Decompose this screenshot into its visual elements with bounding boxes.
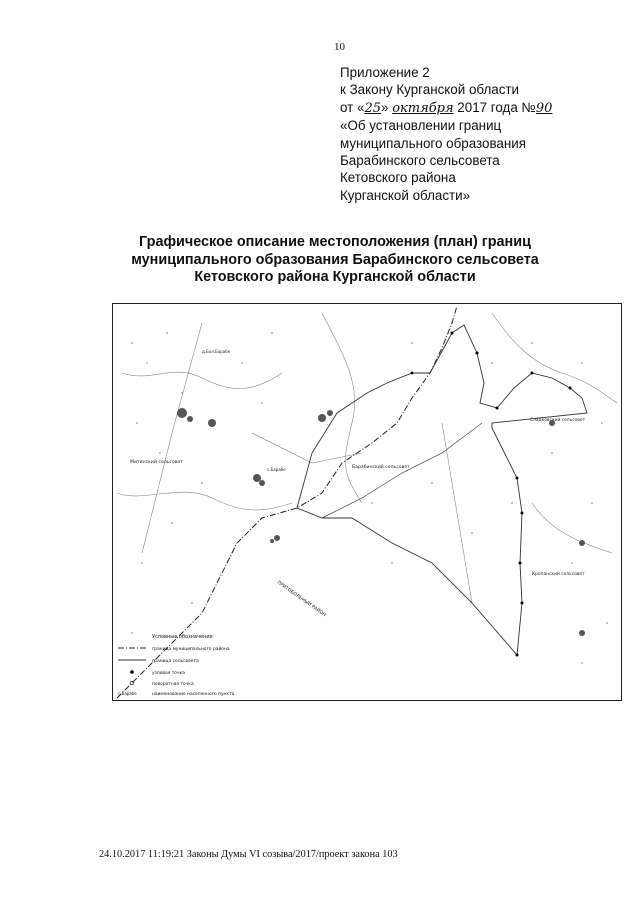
appendix-subject-1: «Об установлении границ bbox=[340, 118, 502, 134]
title-line-2: муниципального образования Барабинского сельсовета bbox=[131, 251, 539, 268]
legend-item-district: граница муниципального района bbox=[152, 647, 230, 652]
date-prefix: от « bbox=[340, 99, 365, 115]
appendix-subject-4: Кетовского района bbox=[340, 170, 456, 186]
legend-item-node: узловая точка bbox=[152, 671, 185, 676]
label-barabinsky: Барабинский сельсовет bbox=[352, 465, 410, 470]
appendix-subject-3: Барабинского сельсовета bbox=[340, 153, 500, 169]
legend-item-turn: поворотная точка bbox=[152, 682, 194, 687]
appendix-law-ref: к Закону Курганской области bbox=[340, 82, 520, 98]
title-line-3: Кетовского района Курганской области bbox=[194, 269, 476, 286]
handwritten-month: октября bbox=[392, 100, 454, 116]
appendix-header bbox=[340, 64, 630, 204]
legend-swatch-village: с.Барабе bbox=[118, 691, 137, 696]
label-district: ПРИТОБОЛЬНЫЙ РАЙОН bbox=[275, 580, 327, 619]
legend-swatch-node bbox=[130, 670, 134, 674]
legend-item-village: наименование населенного пункта bbox=[152, 692, 235, 697]
legend-title: Условные обозначения bbox=[152, 634, 213, 640]
appendix-title: Приложение 2 bbox=[340, 65, 430, 80]
appendix-date-line bbox=[340, 99, 630, 117]
label-east-council: Сладковский сельсовет bbox=[530, 418, 586, 423]
handwritten-number: 90 bbox=[535, 100, 553, 116]
page-number: 10 bbox=[334, 41, 345, 53]
title-line-1: Графическое описание местоположения (план) границ bbox=[139, 234, 531, 250]
label-village-2: д.Бол.Барабе bbox=[202, 349, 231, 354]
appendix-subject-2: муниципального образования bbox=[340, 135, 526, 151]
date-mid: » bbox=[381, 99, 393, 115]
handwritten-day: 25 bbox=[364, 100, 382, 116]
label-se-council: Кропанский сельсовет bbox=[532, 572, 585, 577]
appendix-subject-5: Курганской области» bbox=[340, 187, 471, 203]
year-text: 2017 года № bbox=[453, 99, 536, 115]
document-title bbox=[105, 234, 565, 287]
legend-item-settlement: граница сельсовета bbox=[152, 659, 199, 664]
label-west-council: Митинский сельсовет bbox=[130, 460, 183, 465]
boundary-map bbox=[112, 303, 622, 701]
footer-stamp: 24.10.2017 11:19:21 Законы Думы VI созыва/2017/проект закона 103 bbox=[99, 849, 398, 860]
label-village-1: с.Барабе bbox=[267, 467, 286, 472]
